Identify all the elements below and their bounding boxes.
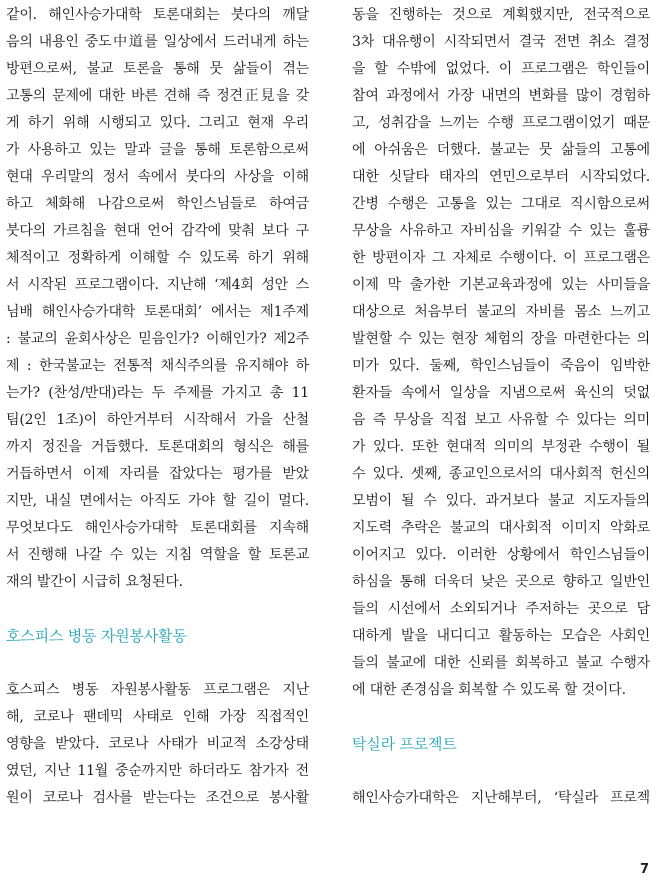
text-line: 제 : 한국불교는 전통적 채식주의를 유지해야 하 [6, 358, 309, 374]
text-line: 가 있다. 또한 현대적 의미의 부정관 수행이 될 [352, 439, 650, 455]
spacer [352, 758, 650, 785]
text-line: 지도력 추락은 불교의 대사회적 이미지 악화로 [352, 520, 650, 536]
text-line: 체적이고 정확하게 이해할 수 있도록 하기 위해 [6, 250, 309, 266]
text-line: 3차 대유행이 시작되면서 결국 전면 취소 결정 [352, 34, 650, 50]
page-number: 7 [639, 862, 649, 877]
text-line: 붓다의 가르침을 현대 언어 감각에 맞춰 보다 구 [6, 223, 309, 239]
right-paragraph-2 [352, 785, 650, 812]
text-line: 수 있다. 셋째, 종교인으로서의 대사회적 헌신의 [352, 466, 650, 482]
text-line: 지만, 내실 면에서는 아직도 가야 할 길이 멀다. [6, 493, 309, 509]
text-line: 해인사승가대학은 지난해부터, ‘탁실라 프로젝 [352, 790, 650, 806]
text-line: 원이 코로나 검사를 받는다는 조건으로 봉사활 [6, 790, 309, 806]
text-line: 가 사용하고 있는 말과 글을 통해 토론함으로써 [6, 142, 309, 158]
text-line: 미가 있다. 둘째, 학인스님들이 죽음이 임박한 [352, 358, 650, 374]
text-line: 해, 코로나 팬데믹 사태로 인해 가장 직접적인 [6, 709, 309, 725]
text-line: 이제 막 출가한 기본교육과정에 있는 사미들을 [352, 277, 650, 293]
text-line: 들의 불교에 대한 신뢰를 회복하고 불교 수행자 [352, 655, 650, 671]
section-heading-taxila: 탁실라 프로젝트 [352, 735, 457, 753]
text-line: 환자들 속에서 일상을 지냄으로써 육신의 덧없 [352, 385, 650, 401]
text-line: 같이. 해인사승가대학 토론대회는 붓다의 깨달 [6, 7, 309, 23]
text-line: 무상을 사유하고 자비심을 키워갈 수 있는 훌륭 [352, 223, 650, 239]
spacer [352, 704, 650, 731]
section-heading-hospice: 호스피스 병동 자원봉사활동 [6, 627, 187, 645]
text-line: 동을 진행하는 것으로 계획했지만, 전국적으로 [352, 7, 650, 23]
text-line: 영향을 받았다. 코로나 사태가 비교적 소강상태 [6, 736, 309, 752]
text-line: 방편으로써, 불교 토론을 통해 뭇 삶들이 겪는 [6, 61, 309, 77]
text-line: 고, 성취감을 느끼는 수행 프로그램이었기 때문 [352, 115, 650, 131]
text-line: 에 아쉬움은 더했다. 불교는 뭇 삶들의 고통에 [352, 142, 650, 158]
text-line: 거듭하면서 이제 자리를 잡았다는 평가를 받았 [6, 466, 309, 482]
text-line: 현대 우리말의 정서 속에서 붓다의 사상을 이해 [6, 169, 309, 185]
text-line: 발현할 수 있는 현장 체험의 장을 마련한다는 의 [352, 331, 650, 347]
text-line: 간병 수행은 고통을 있는 그대로 직시함으로써 [352, 196, 650, 212]
text-line: 게 하기 위해 시행되고 있다. 그리고 현재 우리 [6, 115, 309, 131]
text-line: 대하게 발을 내디디고 활동하는 모습은 사회인 [352, 628, 650, 644]
text-line: 대한 싯달타 태자의 연민으로부터 시작되었다. [352, 169, 650, 185]
text-line: 서 진행해 나갈 수 있는 지침 역할을 할 토론교 [6, 547, 309, 563]
text-line: 모범이 될 수 있다. 과거보다 불교 지도자들의 [352, 493, 650, 509]
text-line: 하고 체화해 나감으로써 학인스님들로 하여금 [6, 196, 309, 212]
text-line: 는가? (찬성/반대)라는 두 주제를 가지고 총 11 [6, 385, 309, 401]
spacer [6, 596, 309, 623]
left-paragraph-1 [6, 2, 309, 596]
text-line: 음의 내용인 중도中道를 일상에서 드러내게 하는 [6, 34, 309, 50]
text-line: 서 시작된 프로그램이다. 지난해 ‘제4회 성안 스 [6, 277, 309, 293]
right-column [352, 2, 650, 812]
text-line: 호스피스 병동 자원봉사활동 프로그램은 지난 [6, 682, 309, 698]
spacer [6, 650, 309, 677]
text-line: : 불교의 윤회사상은 믿음인가? 이해인가? 제2주 [6, 331, 309, 347]
text-line: 들의 시선에서 소외되거나 주저하는 곳으로 담 [352, 601, 650, 617]
text-line: 대상으로 처음부터 불교의 자비를 몸소 느끼고 [352, 304, 650, 320]
text-line: 까지 정진을 거듭했다. 토론대회의 형식은 해를 [6, 439, 309, 455]
text-line: 참여 과정에서 가장 내면의 변화를 많이 경험하 [352, 88, 650, 104]
text-line: 고통의 문제에 대한 바른 견해 즉 정견正見을 갖 [6, 88, 309, 104]
text-line: 팀(2인 1조)이 하안거부터 시작해서 가을 산철 [6, 412, 309, 428]
text-line: 한 방편이자 그 자체로 수행이다. 이 프로그램은 [352, 250, 650, 266]
right-paragraph-1 [352, 2, 650, 704]
text-line: 무엇보다도 해인사승가대학 토론대회를 지속해 [6, 520, 309, 536]
text-line: 에 대한 존경심을 회복할 수 있도록 할 것이다. [352, 682, 626, 698]
text-line: 음 즉 무상을 직접 보고 사유할 수 있다는 의미 [352, 412, 650, 428]
text-line: 님배 해인사승가대학 토론대회’ 에서는 제1주제 [6, 304, 309, 320]
text-line: 하심을 통해 더욱더 낮은 곳으로 향하고 일반인 [352, 574, 650, 590]
text-line: 였던, 지난 11월 중순까지만 하더라도 참가자 전 [6, 763, 309, 779]
left-column [6, 2, 309, 812]
text-line: 을 할 수밖에 없었다. 이 프로그램은 학인들이 [352, 61, 650, 77]
text-line: 재의 발간이 시급히 요청된다. [6, 574, 183, 590]
text-line: 이어지고 있다. 이러한 상황에서 학인스님들이 [352, 547, 650, 563]
left-paragraph-2 [6, 677, 309, 812]
